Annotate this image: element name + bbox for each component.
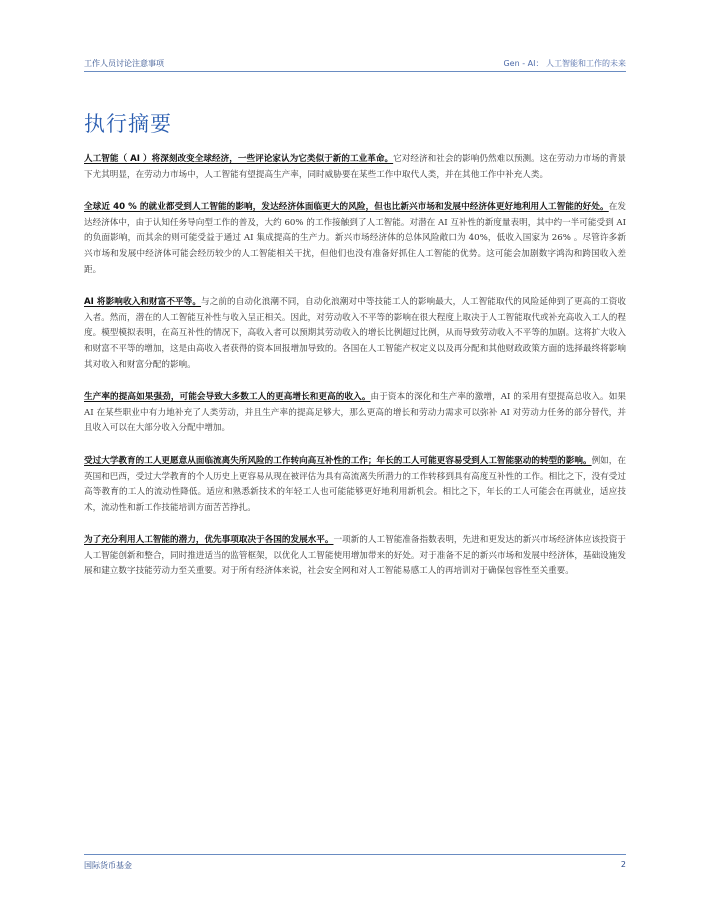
paragraph-text: 它对经济和社会的影响仍然难以预测。这在劳动力市场的背景下尤其明显，在劳动力市场中，人工智能有望提高生产率，同时威胁要在某些工作中取代人类，并在其他工作中补充人类。 [84,154,626,180]
paragraph-text: 由于资本的深化和生产率的激增，AI 的采用有望提高总收入。如果 AI 在某些职业中有力地补充了人类劳动，并且生产率的提高足够大，那么更高的增长和劳动力需求可以弥补 AI 对劳动力任务的部分替代，并且收入可以在大部分收入分配中增加。 [84,392,626,434]
header-report-title: Gen - AI： 人工智能和工作的未来 [503,59,626,68]
paragraph-lead: 为了充分利用人工智能的潜力，优先事项取决于各国的发展水平。 [84,535,334,546]
header-report-type: 工作人员讨论注意事项 [84,59,164,68]
paragraph-lead: 人工智能（ AI ）将深刻改变全球经济，一些评论家认为它类似于新的工业革命。 [84,154,394,164]
paragraph [84,390,626,437]
paragraph-text: 与之前的自动化浪潮不同，自动化浪潮对中等技能工人的影响最大，人工智能取代的风险延伸到了更高的工资收入者。然而，潜在的人工智能互补性与收入呈正相关。因此，对劳动收入不平等的影响在很大程度上取决于人工智能取代或补充高收入工人的程度。模型模拟表明，在高互补性的情况下，高收入者可以预期其劳动收入的增长比例超过比例，从而导致劳动收入不平等的加剧。这将扩大收入和财富不平等的增加，这是由高收入者获得的资本回报增加导致的。各国在人工智能产权定义以及再分配和其他财政政策方面的选择最终将影响其对收入和财富分配的影响。 [84,297,626,370]
paragraph [84,295,626,373]
page-header [84,58,626,72]
paragraph-lead: 生产率的提高如果强劲，可能会导致大多数工人的更高增长和更高的收入。 [84,392,371,403]
footer-divider [84,854,626,855]
paragraph-lead: 受过大学教育的工人更愿意从面临流离失所风险的工作转向高互补性的工作；年长的工人可能更容易受到人工智能驱动的转型的影响。 [84,455,592,466]
paragraph-lead: 全球近 40 % 的就业都受到人工智能的影响，发达经济体面临更大的风险，但也比新兴市场和发展中经济体更好地利用人工智能的好处。 [84,202,609,213]
paragraph [84,152,626,183]
paragraph-text: 一项新的人工智能准备指数表明，先进和更发达的新兴市场经济体应该投资于人工智能创新和整合，同时推进适当的监管框架，以优化人工智能使用增加带来的好处。对于准备不足的新兴市场和发展中经济体，基础设施发展和建立数字技能劳动力至关重要。对于所有经济体来说，社会安全网和对人工智能易感工人的再培训对于确保包容性至关重要。 [84,535,626,577]
paragraph [84,454,626,516]
paragraph-lead: AI 将影响收入和财富不平等。 [84,297,202,308]
paragraph [84,533,626,580]
paragraph-text: 在发达经济体中，由于认知任务导向型工作的普及，大约 60% 的工作接触到了人工智能。对潜在 AI 互补性的新度量表明，其中约一半可能受到 AI 的负面影响，而其余的则可能受益于通过 AI 集成提高的生产力。新兴市场经济体的总体风险敞口为 40%，低收入国家为 26% 。尽管许多新兴市场和发展中经济体可能会经历较少的人工智能相关干扰，但他们也没有准备好抓住人工智能的优势。这可能会加剧数字鸿沟和跨国收入差距。 [84,202,626,275]
footer-organization: 国际货币基金 [84,861,132,870]
page-title: 执行摘要 [84,112,172,136]
summary-body [84,152,626,597]
page-number: 2 [620,860,626,869]
paragraph [84,200,626,278]
header-divider [84,71,626,72]
paragraph-text: 例如，在英国和巴西，受过大学教育的个人历史上更容易从现在被评估为具有高流离失所潜力的工作转移到具有高度互补性的工作。相比之下，没有受过高等教育的工人的流动性降低。适应和熟悉新技术的年轻工人也可能能够更好地利用新机会。相比之下，年长的工人可能会在再就业，适应技术，流动性和新工作技能培训方面苦苦挣扎。 [84,455,626,513]
